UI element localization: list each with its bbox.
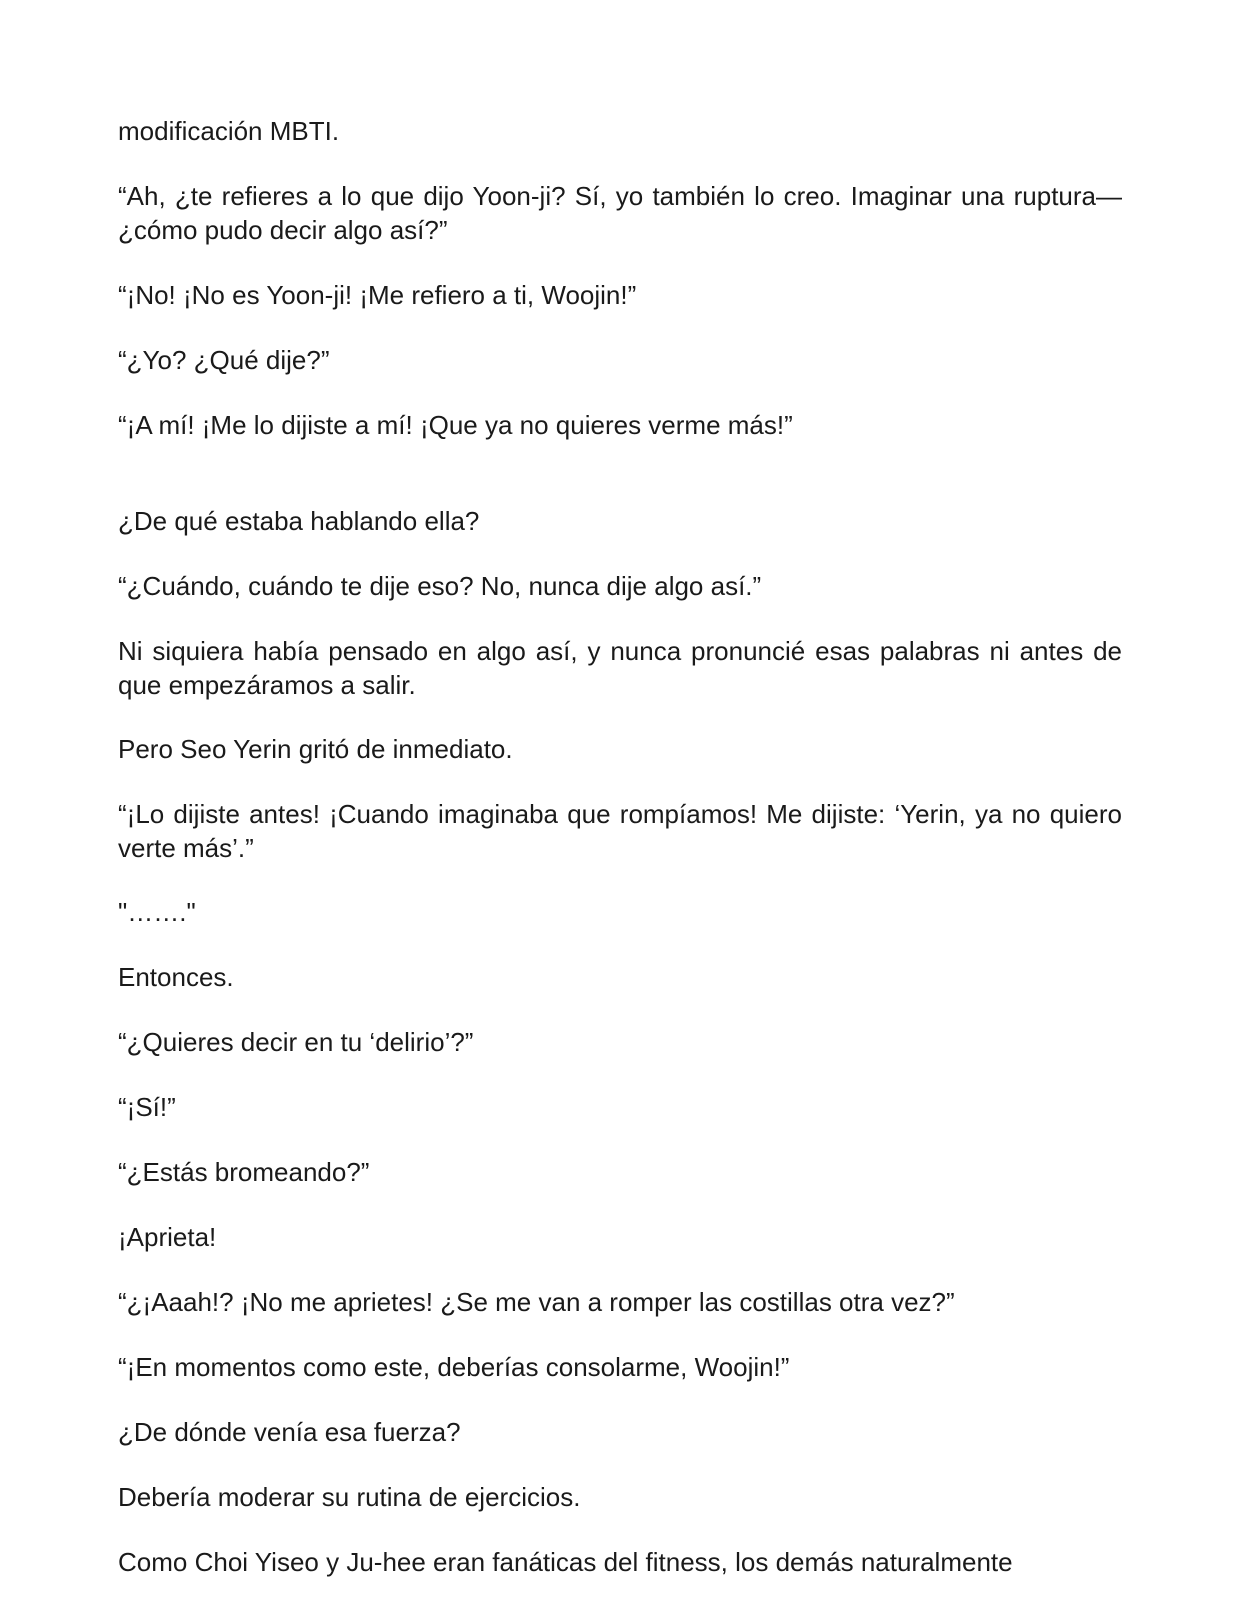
paragraph: “¡Lo dijiste antes! ¡Cuando imaginaba que rompíamos! Me dijiste: ‘Yerin, ya no quiero verte más’.” [118,799,1122,863]
paragraph: “¿Estás bromeando?” [118,1157,370,1187]
paragraph: “Ah, ¿te refieres a lo que dijo Yoon-ji? Sí, yo también lo creo. Imaginar una ruptura—¿cómo pudo decir algo así?” [118,181,1122,245]
paragraph: "……." [118,897,196,927]
paragraph: Ni siquiera había pensado en algo así, y nunca pronuncié esas palabras ni antes de que empezáramos a salir. [118,636,1122,700]
paragraph: Entonces. [118,962,234,992]
paragraph: “¿Yo? ¿Qué dije?” [118,345,330,375]
paragraph: “¡En momentos como este, deberías consolarme, Woojin!” [118,1352,790,1382]
paragraph: “¿¡Aaah!? ¡No me aprietes! ¿Se me van a romper las costillas otra vez?” [118,1287,955,1317]
paragraph: ¿De dónde venía esa fuerza? [118,1417,461,1447]
paragraph: “¿Quieres decir en tu ‘delirio’?” [118,1027,474,1057]
paragraph: “¡A mí! ¡Me lo dijiste a mí! ¡Que ya no quieres verme más!” [118,410,793,440]
paragraph: ¡Aprieta! [118,1222,217,1252]
paragraph: “¡Sí!” [118,1092,176,1122]
paragraph: Pero Seo Yerin gritó de inmediato. [118,734,513,764]
paragraph: ¿De qué estaba hablando ella? [118,506,480,536]
paragraph: modificación MBTI. [118,116,340,146]
paragraph: Como Choi Yiseo y Ju-hee eran fanáticas del fitness, los demás naturalmente [118,1547,1013,1577]
paragraph: Debería moderar su rutina de ejercicios. [118,1482,581,1512]
paragraph: “¿Cuándo, cuándo te dije eso? No, nunca dije algo así.” [118,571,762,601]
paragraph: “¡No! ¡No es Yoon-ji! ¡Me refiero a ti, Woojin!” [118,280,637,310]
